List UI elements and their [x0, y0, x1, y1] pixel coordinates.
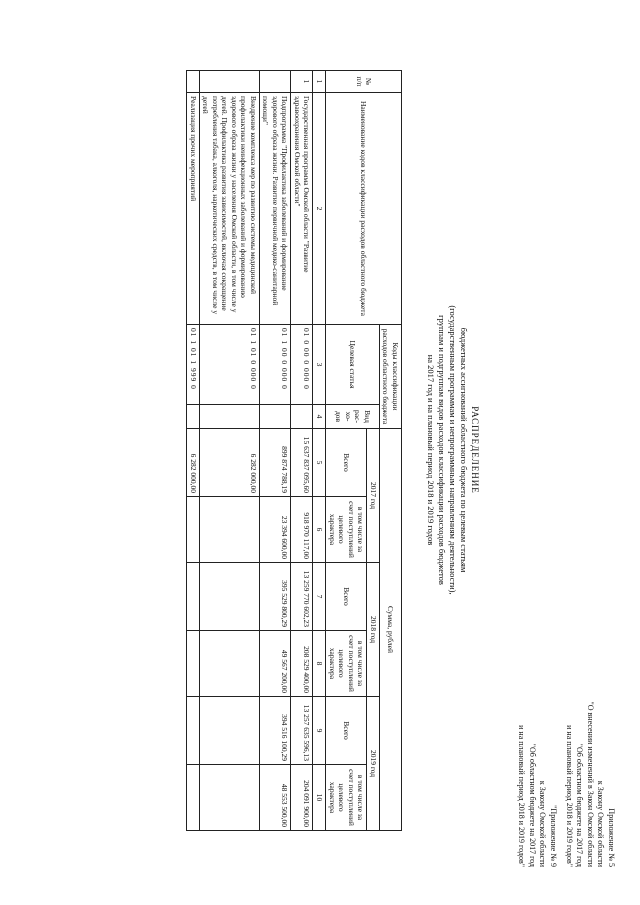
column-number: 2: [313, 93, 326, 325]
column-number: 3: [313, 325, 326, 405]
table-row: [291, 71, 313, 831]
appendix-new-header: [564, 701, 617, 867]
appendix-old-header: [516, 725, 558, 867]
row-incl-2019: [200, 765, 260, 831]
row-total-2017: 6 282 000,00: [187, 429, 200, 497]
row-num: [260, 71, 292, 93]
row-target-code: 01 0 00 0 000 0: [291, 325, 313, 405]
row-total-2019: 394 516 100,29: [260, 697, 292, 765]
row-kind: [200, 405, 260, 429]
budget-table: [187, 70, 403, 831]
appendix-new-line: и на плановый период 2018 и 2019 годов": [565, 725, 574, 867]
column-number: 1: [313, 71, 326, 93]
column-number: 5: [313, 429, 326, 497]
row-total-2017: 6 282 000,00: [200, 429, 260, 497]
row-kind: [260, 405, 292, 429]
row-num: [200, 71, 260, 93]
row-total-2017: 15 637 837 095,60: [291, 429, 313, 497]
row-total-2018: 13 259 770 602,23: [291, 563, 313, 631]
table-row: [200, 71, 260, 831]
row-incl-2018: [187, 631, 200, 697]
appendix-new-line: "О внесении изменений в Закон Омской области: [586, 701, 595, 867]
row-incl-2017: 23 394 600,00: [260, 497, 292, 563]
row-incl-2017: 918 970 117,00: [291, 497, 313, 563]
row-name: Государственная программа Омской области "Развитие здравоохранения Омской области": [291, 93, 313, 325]
row-incl-2018: 208 529 400,00: [291, 631, 313, 697]
row-total-2019: [187, 697, 200, 765]
row-target-code: 01 1 01 0 000 0: [200, 325, 260, 405]
appendix-old-line: "Приложение № 9: [549, 805, 558, 867]
column-number: 8: [313, 631, 326, 697]
row-name: Внедрение комплекса мер по развитию системы медицинской профилактики неинфекционных заболеваний и формированию здорового образа жизни у населения Омской области, в том числе у детей. Профилактика развития зависимостей, включая сокращение потребления табака, алкоголя, наркотических средств, в том числе у детей: [200, 93, 260, 325]
document-subtitle-line: бюджетных ассигнований областного бюджета по целевым статьям: [459, 327, 469, 573]
row-total-2019: [200, 697, 260, 765]
row-total-2019: 13 257 635 596,13: [291, 697, 313, 765]
table-row: [187, 71, 200, 831]
row-incl-2019: [187, 765, 200, 831]
row-incl-2018: [200, 631, 260, 697]
row-kind: [291, 405, 313, 429]
row-total-2018: [187, 563, 200, 631]
header-incl-2018: в том числе за счет поступлений целевого характера: [326, 631, 367, 697]
row-num: [187, 71, 200, 93]
header-sum: Сумма, рублей: [380, 429, 402, 831]
header-2017: 2017 год: [367, 429, 380, 563]
row-incl-2017: [187, 497, 200, 563]
document-subtitle-line: группам и подгруппам видов расходов классификации расходов бюджетов: [437, 315, 447, 585]
column-number: 6: [313, 497, 326, 563]
header-incl-2017: в том числе за счет поступлений целевого характера: [326, 497, 367, 563]
header-incl-2019: в том числе за счет поступлений целевого характера: [326, 765, 367, 831]
header-target: Целевая статья: [326, 325, 380, 405]
header-2018: 2018 год: [367, 563, 380, 697]
document-subtitle-line: (государственным программам и непрограммным направлениям деятельности),: [448, 305, 458, 595]
column-number-row: [313, 71, 326, 831]
appendix-old-line: "Об областном бюджете на 2017 год: [528, 743, 537, 867]
document-title-block: [425, 150, 480, 750]
document-title: РАСПРЕДЕЛЕНИЕ: [470, 406, 480, 494]
row-incl-2019: 204 091 900,00: [291, 765, 313, 831]
document-subtitle-line: на 2017 год и на плановый период 2018 и 2019 годов: [426, 354, 436, 546]
row-target-code: 01 1 00 0 000 0: [260, 325, 292, 405]
appendix-old-line: и на плановый период 2018 и 2019 годов": [517, 725, 527, 867]
appendix-new-line: Приложение № 5: [607, 808, 616, 867]
row-total-2017: 899 874 788,19: [260, 429, 292, 497]
row-incl-2017: [200, 497, 260, 563]
row-target-code: 01 1 01 1 999 0: [187, 325, 200, 405]
column-number: 10: [313, 765, 326, 831]
row-incl-2018: 49 567 200,00: [260, 631, 292, 697]
appendix-old-line: к Закону Омской области: [538, 780, 548, 867]
column-number: 7: [313, 563, 326, 631]
row-num: 1: [291, 71, 313, 93]
header-num: № п/п: [326, 71, 402, 93]
column-number: 4: [313, 405, 326, 429]
row-name: Реализация прочих мероприятий: [187, 93, 200, 325]
row-total-2018: 395 529 800,29: [260, 563, 292, 631]
row-name: Подпрограмма "Профилактика заболеваний и формирование здорового образа жизни. Развитие первичной медико-санитарной помощи": [260, 93, 292, 325]
table-row: [260, 71, 292, 831]
column-number: 9: [313, 697, 326, 765]
header-2019: 2019 год: [367, 697, 380, 831]
header-total-2017: Всего: [326, 429, 367, 497]
appendix-new-line: к Закону Омской области: [596, 780, 606, 867]
header-kind: Вид рас-хо-дов: [326, 405, 380, 429]
row-total-2018: [200, 563, 260, 631]
header-name: Наименование кодов классификации расходов областного бюджета: [326, 93, 402, 325]
header-codes-group: Коды классификации расходов областного бюджета: [380, 325, 402, 429]
row-incl-2019: 48 553 500,00: [260, 765, 292, 831]
header-total-2018: Всего: [326, 563, 367, 631]
header-total-2019: Всего: [326, 697, 367, 765]
appendix-new-line: "Об областном бюджете на 2017 год: [575, 743, 585, 867]
row-kind: [187, 405, 200, 429]
